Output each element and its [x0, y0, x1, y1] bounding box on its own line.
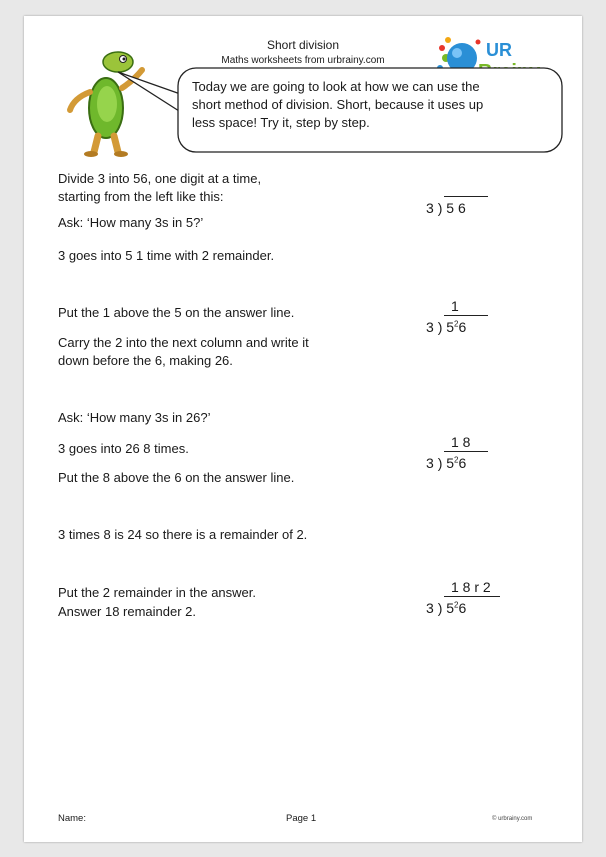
step-2-line: down before the 6, making 26.	[58, 353, 233, 368]
name-label: Name:	[58, 813, 86, 824]
division-work-5	[426, 600, 466, 616]
answer-line	[444, 596, 500, 597]
answer-line	[444, 451, 488, 452]
dividend-digit: 5	[446, 600, 455, 616]
answer-line	[444, 196, 488, 197]
step-5-line: Put the 2 remainder in the answer.	[58, 585, 257, 600]
step-3-line: Put the 8 above the 6 on the answer line.	[58, 470, 295, 485]
step-5-line: Answer 18 remainder 2.	[58, 604, 197, 619]
intro-line: less space! Try it, step by step.	[192, 115, 370, 130]
answer-digits: 1 8 r 2	[451, 579, 491, 595]
carried-digit: 2	[454, 600, 459, 610]
answer-line	[444, 315, 488, 316]
dividend-digit: 5	[446, 319, 455, 335]
logo-top-text: UR	[486, 40, 512, 60]
worksheet-page	[24, 16, 582, 842]
step-2-line: Carry the 2 into the next column and write it	[58, 335, 309, 350]
dividend-digit: 6	[458, 319, 467, 335]
division-bracket: )	[437, 600, 443, 616]
divisor: 3	[426, 319, 434, 335]
divisor: 3	[426, 455, 434, 471]
intro-text	[192, 78, 522, 132]
step-3-line: 3 goes into 26 8 times.	[58, 441, 189, 456]
answer-digits: 1	[451, 298, 459, 314]
carried-digit: 2	[454, 455, 459, 465]
dividend-digit: 5	[446, 455, 455, 471]
step-3-line: Ask: ‘How many 3s in 26?’	[58, 410, 211, 425]
page-number: Page 1	[286, 813, 317, 824]
page-title: Short division	[266, 38, 340, 52]
step-1-line: starting from the left like this:	[58, 189, 224, 204]
page-subtitle: Maths worksheets from urbrainy.com	[221, 55, 385, 66]
step-1-line: Ask: ‘How many 3s in 5?’	[58, 215, 204, 230]
step-2-line: Put the 1 above the 5 on the answer line.	[58, 305, 295, 320]
division-bracket: )	[437, 319, 443, 335]
step-1-line: 3 goes into 5 1 time with 2 remainder.	[58, 248, 275, 263]
intro-line: short method of division. Short, because it uses up	[192, 97, 484, 112]
divisor: 3	[426, 200, 434, 216]
division-bracket: )	[437, 455, 443, 471]
dividend-digit: 6	[457, 200, 466, 216]
division-work-3	[426, 455, 466, 471]
division-work-2	[426, 319, 466, 335]
intro-line: Today we are going to look at how we can use the	[192, 79, 480, 94]
divisor: 3	[426, 600, 434, 616]
division-bracket: )	[437, 200, 443, 216]
step-4-line: 3 times 8 is 24 so there is a remainder of 2.	[58, 527, 308, 542]
dividend-digit: 6	[458, 600, 467, 616]
answer-digits: 1 8	[451, 434, 471, 450]
copyright: © urbrainy.com	[492, 816, 533, 822]
division-work-1	[426, 200, 466, 216]
dividend-digit: 5	[446, 200, 455, 216]
dividend-digit: 6	[458, 455, 467, 471]
step-1-line: Divide 3 into 56, one digit at a time,	[58, 171, 262, 186]
carried-digit: 2	[454, 319, 459, 329]
